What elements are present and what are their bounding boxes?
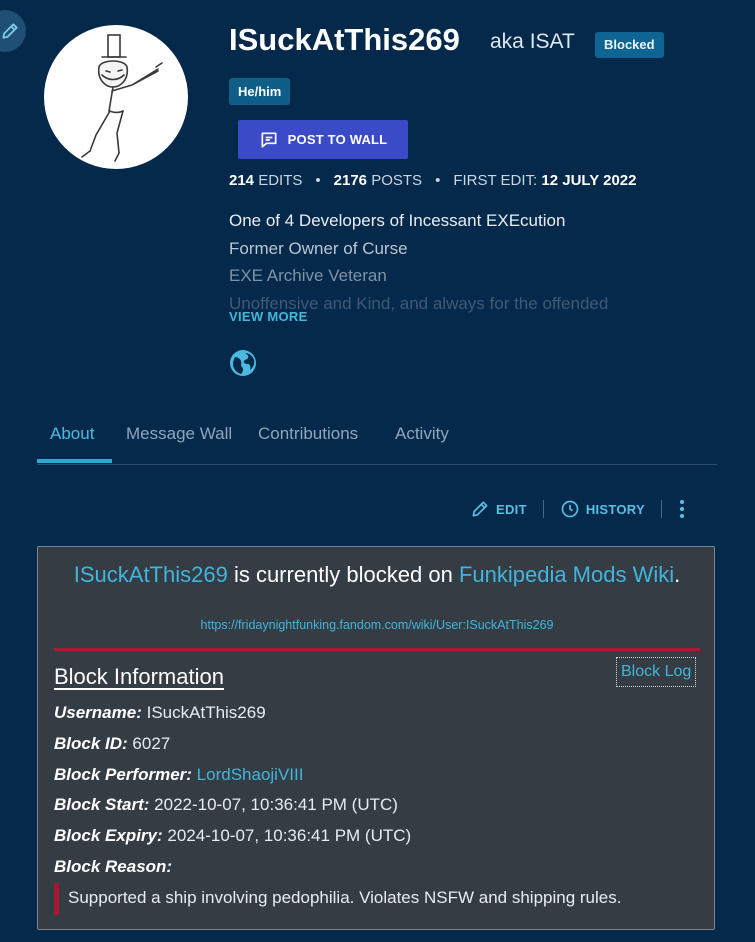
user-page-url-link[interactable]: https://fridaynightfunking.fandom.com/wiki/User:ISuckAtThis269 [200, 618, 554, 632]
bio-line: Unoffensive and Kind, and always for the offended [229, 293, 609, 313]
block-expiry-field [54, 826, 411, 846]
tab-about[interactable]: About [50, 424, 95, 443]
profile-stats [229, 172, 637, 189]
bio-line: Former Owner of Curse [229, 238, 408, 258]
field-key: Block Start: [54, 795, 150, 814]
field-key: Block ID: [54, 734, 128, 753]
first-edit-value: 12 JULY 2022 [541, 172, 637, 189]
page-actions [470, 497, 686, 521]
active-tab-indicator [37, 459, 112, 463]
block-performer-field [54, 765, 303, 785]
wiki-link[interactable]: Funkipedia Mods Wiki [458, 562, 675, 587]
field-value: 2022-10-07, 10:36:41 PM (UTC) [154, 795, 398, 814]
blocked-status-badge: Blocked [595, 32, 664, 58]
tab-activity[interactable]: Activity [395, 424, 449, 443]
posts-count: 2176 [333, 172, 368, 189]
block-id-field [54, 734, 170, 754]
globe-icon[interactable] [229, 349, 257, 377]
profile-aka: aka ISAT [490, 30, 575, 53]
history-button[interactable] [560, 499, 645, 519]
post-to-wall-button[interactable] [238, 120, 408, 159]
more-options-button[interactable] [678, 499, 686, 519]
block-information-heading: Block Information [54, 664, 224, 689]
pronouns-badge: He/him [229, 78, 290, 105]
avatar [44, 25, 188, 169]
performer-link[interactable]: LordShaojiVIII [196, 765, 304, 784]
field-key: Block Performer: [54, 765, 192, 784]
profile-tabs [37, 418, 717, 465]
edit-label: EDIT [496, 501, 527, 517]
pencil-icon [470, 499, 490, 519]
tab-message-wall[interactable]: Message Wall [126, 424, 233, 443]
edits-count: 214 [229, 172, 255, 189]
post-to-wall-label: POST TO WALL [287, 132, 388, 147]
divider [54, 648, 700, 651]
stats-separator: • [315, 172, 321, 189]
field-value: ISuckAtThis269 [146, 703, 266, 722]
bio-line: EXE Archive Veteran [229, 266, 387, 285]
history-label: HISTORY [585, 501, 645, 517]
history-clock-icon [560, 499, 580, 519]
field-key: Block Expiry: [54, 826, 163, 845]
block-reason-text: Supported a ship involving pedophilia. Violates NSFW and shipping rules. [68, 888, 622, 907]
profile-username: ISuckAtThis269 [229, 22, 460, 57]
bio-line: One of 4 Developers of Incessant EXEcution [229, 211, 566, 230]
block-headline [38, 563, 716, 586]
action-divider [543, 500, 544, 518]
block-log-button[interactable]: Block Log [616, 657, 696, 687]
edits-label: EDITS [258, 172, 303, 189]
edit-button[interactable] [470, 499, 527, 519]
more-vertical-icon [678, 499, 686, 519]
field-key: Block Reason: [54, 857, 173, 876]
block-reason-field [54, 857, 172, 877]
headline-period: . [674, 562, 681, 587]
blocked-user-link[interactable]: ISuckAtThis269 [73, 562, 228, 587]
field-value: 2024-10-07, 10:36:41 PM (UTC) [167, 826, 412, 845]
block-notice-panel [37, 546, 715, 930]
action-divider [661, 500, 662, 518]
stats-separator: • [435, 172, 441, 189]
posts-label: POSTS [371, 172, 423, 189]
profile-bio [229, 207, 699, 313]
tab-contributions[interactable]: Contributions [258, 424, 359, 443]
field-value: 6027 [132, 734, 171, 753]
headline-text: is currently blocked on [227, 562, 459, 587]
pencil-icon [0, 21, 20, 41]
view-more-link[interactable]: VIEW MORE [229, 309, 308, 324]
edit-profile-fab[interactable] [0, 10, 26, 52]
first-edit-label: FIRST EDIT: [453, 172, 538, 189]
field-key: Username: [54, 703, 142, 722]
reason-quote-bar [54, 883, 59, 915]
block-start-field [54, 795, 398, 815]
speech-bubble-icon [259, 130, 279, 150]
username-field [54, 703, 266, 723]
